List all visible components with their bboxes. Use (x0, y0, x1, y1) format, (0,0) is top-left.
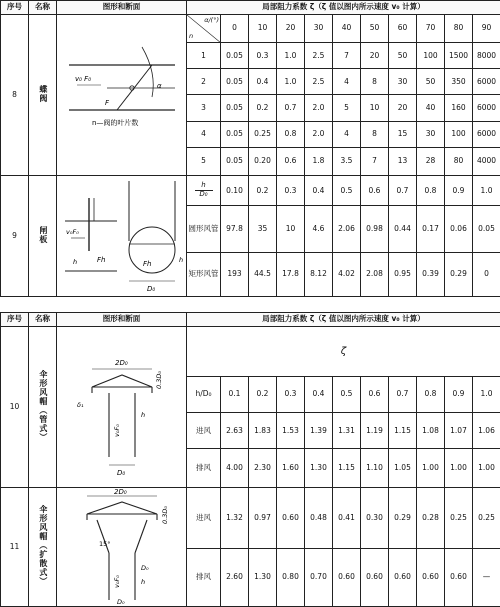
zeta-cell: 0.05 (473, 206, 500, 252)
round-duct-label: 圆形风管 (187, 206, 221, 252)
zeta-cell: 100 (445, 121, 473, 147)
ratio-cell: 0.6 (361, 176, 389, 206)
zeta-cell: 1.00 (445, 449, 473, 488)
zeta-cell: 7 (361, 147, 389, 175)
diffuser-angle-label: 15° (99, 540, 111, 548)
zeta-cell: 0.30 (361, 488, 389, 549)
zeta-cell: 0.4 (249, 69, 277, 95)
zeta-cell: 0.39 (417, 252, 445, 296)
ratio-cell: 0.2 (249, 176, 277, 206)
round-d0-label: D₀ (147, 285, 155, 293)
zeta-cell: 1.30 (249, 548, 277, 607)
zeta-cell: 0.29 (389, 488, 417, 549)
zeta-cell: 1.00 (473, 449, 500, 488)
zeta-cell: 350 (445, 69, 473, 95)
ratio-cell: 0.8 (417, 176, 445, 206)
diffuser-2d0-label: 2D₀ (114, 488, 127, 496)
angle-cell: 40 (333, 15, 361, 43)
row8-no: 8 (1, 15, 29, 176)
zeta-cell: 160 (445, 95, 473, 121)
ratio-cell: 1.0 (473, 176, 500, 206)
zeta-cell: 97.8 (221, 206, 249, 252)
hd-cell: 0.6 (361, 376, 389, 412)
zeta-cell: 8.12 (305, 252, 333, 296)
zeta-cell: 2.60 (221, 548, 249, 607)
angle-cell: 30 (305, 15, 333, 43)
zeta-cell: 7 (333, 43, 361, 69)
zeta-cell: 0.8 (277, 121, 305, 147)
zeta-cell: 0.7 (277, 95, 305, 121)
ratio-cell: 0.10 (221, 176, 249, 206)
hd-cell: 0.7 (389, 376, 417, 412)
gate-drawing (57, 176, 187, 296)
zeta-cell: 1500 (445, 43, 473, 69)
zeta-cell: 2.08 (361, 252, 389, 296)
zeta-cell: 80 (445, 147, 473, 175)
alpha-label: α (157, 82, 162, 90)
zeta-cell: 10 (277, 206, 305, 252)
row10-name: 伞形风帽（管式） (38, 370, 47, 442)
zeta-cell: 0.60 (417, 548, 445, 607)
zeta-cell: 1.39 (305, 413, 333, 449)
zeta-cell: 8 (361, 69, 389, 95)
zeta-cell: 1.10 (361, 449, 389, 488)
round-h-label: h (179, 256, 183, 264)
angle-cell: 50 (361, 15, 389, 43)
row10-no: 10 (1, 327, 29, 488)
gate-diagram (57, 176, 187, 297)
header-no: 序号 (1, 1, 29, 15)
angle-cell: 90 (473, 15, 500, 43)
zeta-cell: 35 (249, 206, 277, 252)
header2-no: 序号 (1, 313, 29, 327)
n-header-label: n (189, 33, 193, 40)
zeta-cell: 0.05 (221, 95, 249, 121)
zeta-cell: 0.41 (333, 488, 361, 549)
row11-name: 伞形风帽（扩散式） (38, 505, 47, 586)
angle-cell: 0 (221, 15, 249, 43)
zeta-cell: 0.06 (445, 206, 473, 252)
out-label: 排风 (187, 449, 221, 488)
zeta-cell: 1.31 (333, 413, 361, 449)
diffuser-d0-bottom-label: D₀ (117, 598, 125, 606)
hood-pipe-diagram (57, 327, 187, 488)
zeta-cell: 1.53 (277, 413, 305, 449)
hd-cell: 1.0 (473, 376, 500, 412)
hood-diffuser-diagram (57, 488, 187, 607)
zeta-cell: 193 (221, 252, 249, 296)
zeta-cell: 1.30 (305, 449, 333, 488)
zeta-cell: 0.05 (221, 69, 249, 95)
zeta-cell: 0.60 (389, 548, 417, 607)
row8-name: 蝶阀 (38, 85, 47, 103)
zeta-cell: 2.0 (305, 121, 333, 147)
row9-name: 闸板 (38, 226, 47, 244)
gate-v0f0-label: v₀F₀ (66, 228, 79, 236)
ratio-cell: 0.9 (445, 176, 473, 206)
zeta-cell: 40 (417, 95, 445, 121)
alpha-header-label: α/(°) (204, 17, 219, 24)
zeta-cell: 1.08 (417, 413, 445, 449)
zeta-cell: 1.60 (277, 449, 305, 488)
header2-coef: 局部阻力系数 ζ（ζ 值以图内所示速度 v₀ 计算） (187, 313, 500, 327)
hd-cell: 0.2 (249, 376, 277, 412)
zeta-cell: 6000 (473, 95, 500, 121)
h-d0-header (187, 176, 221, 206)
angle-cell: 70 (417, 15, 445, 43)
zeta-cell: 1.32 (221, 488, 249, 549)
n-cell: 2 (187, 69, 221, 95)
zeta-cell: 2.30 (249, 449, 277, 488)
zeta-cell: 0 (473, 252, 500, 296)
angle-cell: 60 (389, 15, 417, 43)
zeta-cell: 0.20 (249, 147, 277, 175)
zeta-cell: 4 (333, 69, 361, 95)
zeta-cell: 5 (333, 95, 361, 121)
header2-diagram: 图形和断面 (57, 313, 187, 327)
hood-pipe-drawing (57, 327, 187, 487)
zeta-cell: 2.63 (221, 413, 249, 449)
alpha-n-header (187, 15, 221, 43)
zeta-cell: 4000 (473, 147, 500, 175)
diffuser-v0f0-label: v₀F₀ (113, 575, 121, 588)
h-numerator: h (195, 182, 213, 191)
in-label: 进风 (187, 413, 221, 449)
zeta-cell: 1.8 (305, 147, 333, 175)
zeta-cell: 8 (361, 121, 389, 147)
zeta-cell: 0.98 (361, 206, 389, 252)
header-coef: 局部阻力系数 ζ（ζ 值以图内所示速度 v₀ 计算） (187, 1, 500, 15)
zeta-cell: 30 (417, 121, 445, 147)
zeta-cell: 0.95 (389, 252, 417, 296)
zeta-cell: 0.48 (305, 488, 333, 549)
zeta-cell: 8000 (473, 43, 500, 69)
hood-03d0-label: 0.3D₀ (155, 371, 163, 389)
d0-denominator: D₀ (187, 191, 220, 199)
zeta-cell: 0.80 (277, 548, 305, 607)
zeta-cell: 0.70 (305, 548, 333, 607)
zeta-cell: 1.0 (277, 69, 305, 95)
zeta-cell: 0.60 (333, 548, 361, 607)
zeta-cell: 1.05 (389, 449, 417, 488)
zeta-cell: 0.25 (473, 488, 500, 549)
zeta-cell: 4.02 (333, 252, 361, 296)
hd-cell: 0.1 (221, 376, 249, 412)
zeta-cell: 0.28 (417, 488, 445, 549)
table-bottom (0, 312, 500, 607)
hd-label: h/D₀ (187, 376, 221, 412)
zeta-cell: 2.5 (305, 69, 333, 95)
n-cell: 3 (187, 95, 221, 121)
hd-cell: 0.5 (333, 376, 361, 412)
zeta-cell: 2.5 (305, 43, 333, 69)
gate-fh-label: Fh (97, 256, 105, 264)
hood-v0f0-label: v₀F₀ (113, 424, 121, 437)
ratio-cell: 0.5 (333, 176, 361, 206)
zeta-cell: 1.15 (333, 449, 361, 488)
header-diagram: 图形和断面 (57, 1, 187, 15)
zeta-cell: 1.0 (277, 43, 305, 69)
ratio-cell: 0.3 (277, 176, 305, 206)
header2-name: 名称 (29, 313, 57, 327)
zeta-cell: 0.25 (445, 488, 473, 549)
in-label: 进风 (187, 488, 221, 549)
zeta-cell: 2.0 (305, 95, 333, 121)
zeta-cell: 17.8 (277, 252, 305, 296)
out-label: 排风 (187, 548, 221, 607)
zeta-cell: 0.6 (277, 147, 305, 175)
blade-caption: n—阀的叶片数 (92, 118, 138, 127)
hood-diffuser-drawing (57, 488, 187, 606)
row9-no: 9 (1, 176, 29, 297)
angle-cell: 80 (445, 15, 473, 43)
header-name: 名称 (29, 1, 57, 15)
zeta-cell: 0.05 (221, 121, 249, 147)
gate-h-label: h (73, 258, 77, 266)
zeta-cell: 0.29 (445, 252, 473, 296)
angle-cell: 10 (249, 15, 277, 43)
zeta-cell: 4 (333, 121, 361, 147)
zeta-cell: 50 (417, 69, 445, 95)
zeta-cell: 1.06 (473, 413, 500, 449)
zeta-cell: 0.60 (361, 548, 389, 607)
zeta-cell: — (473, 548, 500, 607)
zeta-cell: 28 (417, 147, 445, 175)
zeta-cell: 1.83 (249, 413, 277, 449)
zeta-cell: 0.25 (249, 121, 277, 147)
zeta-cell: 0.44 (389, 206, 417, 252)
ratio-cell: 0.7 (389, 176, 417, 206)
diffuser-d0-label: D₀ (141, 564, 149, 572)
zeta-cell: 20 (389, 95, 417, 121)
zeta-cell: 4.6 (305, 206, 333, 252)
zeta-cell: 20 (361, 43, 389, 69)
zeta-cell: 0.60 (445, 548, 473, 607)
hd-cell: 0.9 (445, 376, 473, 412)
zeta-cell: 13 (389, 147, 417, 175)
butterfly-valve-drawing (57, 15, 187, 175)
zeta-cell: 6000 (473, 69, 500, 95)
zeta-cell: 0.3 (249, 43, 277, 69)
zeta-cell: 2.06 (333, 206, 361, 252)
zeta-cell: 10 (361, 95, 389, 121)
zeta-cell: 15 (389, 121, 417, 147)
zeta-symbol: ζ (341, 346, 346, 357)
diffuser-h-label: h (141, 578, 145, 586)
hood-d0-label: D₀ (117, 469, 125, 477)
zeta-cell: 50 (389, 43, 417, 69)
zeta-cell: 1.19 (361, 413, 389, 449)
zeta-cell: 44.5 (249, 252, 277, 296)
zeta-cell: 3.5 (333, 147, 361, 175)
v0f0-label: v₀ F₀ (75, 75, 91, 83)
diffuser-03d0-label: 0.3D₀ (161, 506, 169, 524)
round-fh-label: Fh (143, 260, 151, 268)
zeta-cell: 1.15 (389, 413, 417, 449)
row11-no: 11 (1, 488, 29, 607)
zeta-cell: 1.00 (417, 449, 445, 488)
zeta-cell: 0.05 (221, 43, 249, 69)
zeta-cell: 0.60 (277, 488, 305, 549)
angle-cell: 20 (277, 15, 305, 43)
zeta-cell: 0.97 (249, 488, 277, 549)
hood-2d0-label: 2D₀ (115, 359, 128, 367)
hood-h-label: h (141, 411, 145, 419)
butterfly-valve-diagram (57, 15, 187, 176)
zeta-cell: 6000 (473, 121, 500, 147)
zeta-cell: 0.05 (221, 147, 249, 175)
n-cell: 1 (187, 43, 221, 69)
n-cell: 4 (187, 121, 221, 147)
zeta-cell: 0.2 (249, 95, 277, 121)
zeta-cell: 100 (417, 43, 445, 69)
hood-delta-label: δ₁ (77, 401, 84, 409)
zeta-header (187, 327, 500, 377)
hd-cell: 0.3 (277, 376, 305, 412)
hd-cell: 0.4 (305, 376, 333, 412)
n-cell: 5 (187, 147, 221, 175)
rect-duct-label: 矩形风管 (187, 252, 221, 296)
ratio-cell: 0.4 (305, 176, 333, 206)
f-label: F (105, 99, 110, 107)
hd-cell: 0.8 (417, 376, 445, 412)
zeta-cell: 30 (389, 69, 417, 95)
zeta-cell: 1.07 (445, 413, 473, 449)
table-top (0, 0, 500, 297)
zeta-cell: 4.00 (221, 449, 249, 488)
zeta-cell: 0.17 (417, 206, 445, 252)
